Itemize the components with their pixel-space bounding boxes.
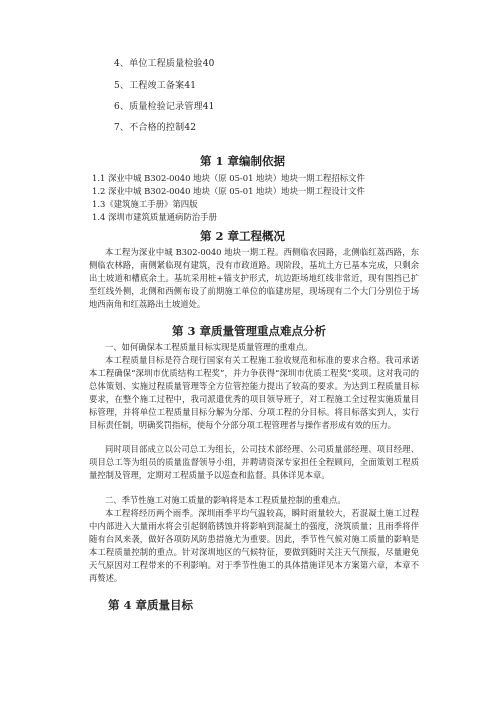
- reference-item: 1.3《建筑施工手册》第四版: [92, 199, 198, 209]
- subsection-heading: 一、如何确保本工程质量目标实现是质量管理的重难点。: [105, 342, 313, 352]
- project-overview-paragraph: 本工程为深业中城 B302-0040 地块一期工程。西侧临农园路，北侧临红荔西路，东侧临农林路，南侧紧临现有建筑，没有市政道路。现阶段，基坑土方已基本完成，只剩余出土坡道和槽底余土。基坑采用桩+锚支护形式，坑边距场地红线非常近，现有围挡已扩至红线外侧，北侧和西侧布设了前期施工单位的临建房屋，现场现有二个大门分别位于场地西南角和红荔路出土坡道处。: [89, 247, 419, 309]
- quality-target-paragraph: 本工程质量目标是符合现行国家有关工程施工验收规范和标准的要求合格。我司承诺本工程确保“深圳市优质结构工程奖”，并力争获得“深圳市优质工程奖”奖项。这对我司的总体策划、实施过程质量管理等全方位管控能力提出了较高的要求。为达到工程质量目标要求，在整个施工过程中，我司派遣优秀的项目领导班子，对工程施工全过程实施质量目标管理，并将单位工程质量目标分解为分部、分项工程的分目标。将目标落实到人，实行目标责任制，明确奖罚指标，使每个分部分项工程管理者与操作者形成有效的压力。: [89, 355, 419, 430]
- chapter-1-heading: 第 1 章编制依据: [200, 154, 286, 168]
- toc-item[interactable]: 6、质量检验记录管理41: [114, 102, 215, 112]
- seasonal-construction-paragraph: 本工程将经历两个雨季。深圳雨季平均气温较高，瞬时雨量较大，若混凝土施工过程中内部进入大量雨水将会引起钢筋锈蚀并将影响到混凝土的强度，浇筑质量；且雨季将伴随有台风来袭，做好各项防风防患措施尤为重要。因此，季节性气候对施工质量的影响是本工程质量控制的重点。针对深圳地区的气候特征，要做到随时关注天气预报，尽量避免天气原因对工程带来的不利影响。对于季节性施工的具体措施详见本方案第六章，本章不再赘述。: [89, 508, 419, 583]
- subsection-heading: 二、季节性施工对施工质量的影响将是本工程质量控制的重难点。: [105, 495, 346, 505]
- chapter-2-heading: 第 2 章工程概况: [200, 229, 286, 243]
- toc-item[interactable]: 7、不合格的控制42: [114, 123, 197, 133]
- reference-item: 1.4 深圳市建筑质量通病防治手册: [92, 212, 217, 222]
- supervision-paragraph: 同时项目部成立以公司总工为组长，公司技术部经理、公司质量部经理、项目经理、项目总工等为组员的质量监督领导小组，并聘请资深专家担任全程顾问，全面策划工程质量控制及管理，定期对工程质量予以巡查和监督。具体详见本章。: [89, 444, 419, 480]
- chapter-3-heading: 第 3 章质量管理重点难点分析: [172, 324, 327, 338]
- toc-item[interactable]: 4、单位工程质量检验40: [114, 59, 215, 69]
- reference-item: 1.2 深业中城 B302-0040 地块（原 05-01 地块）地块一期工程设计文件: [92, 186, 365, 196]
- reference-item: 1.1 深业中城 B302-0040 地块（原 05-01 地块）地块一期工程招标文件: [92, 173, 365, 183]
- chapter-4-heading: 第 4 章质量目标: [108, 598, 194, 612]
- toc-item[interactable]: 5、工程竣工备案41: [114, 81, 197, 91]
